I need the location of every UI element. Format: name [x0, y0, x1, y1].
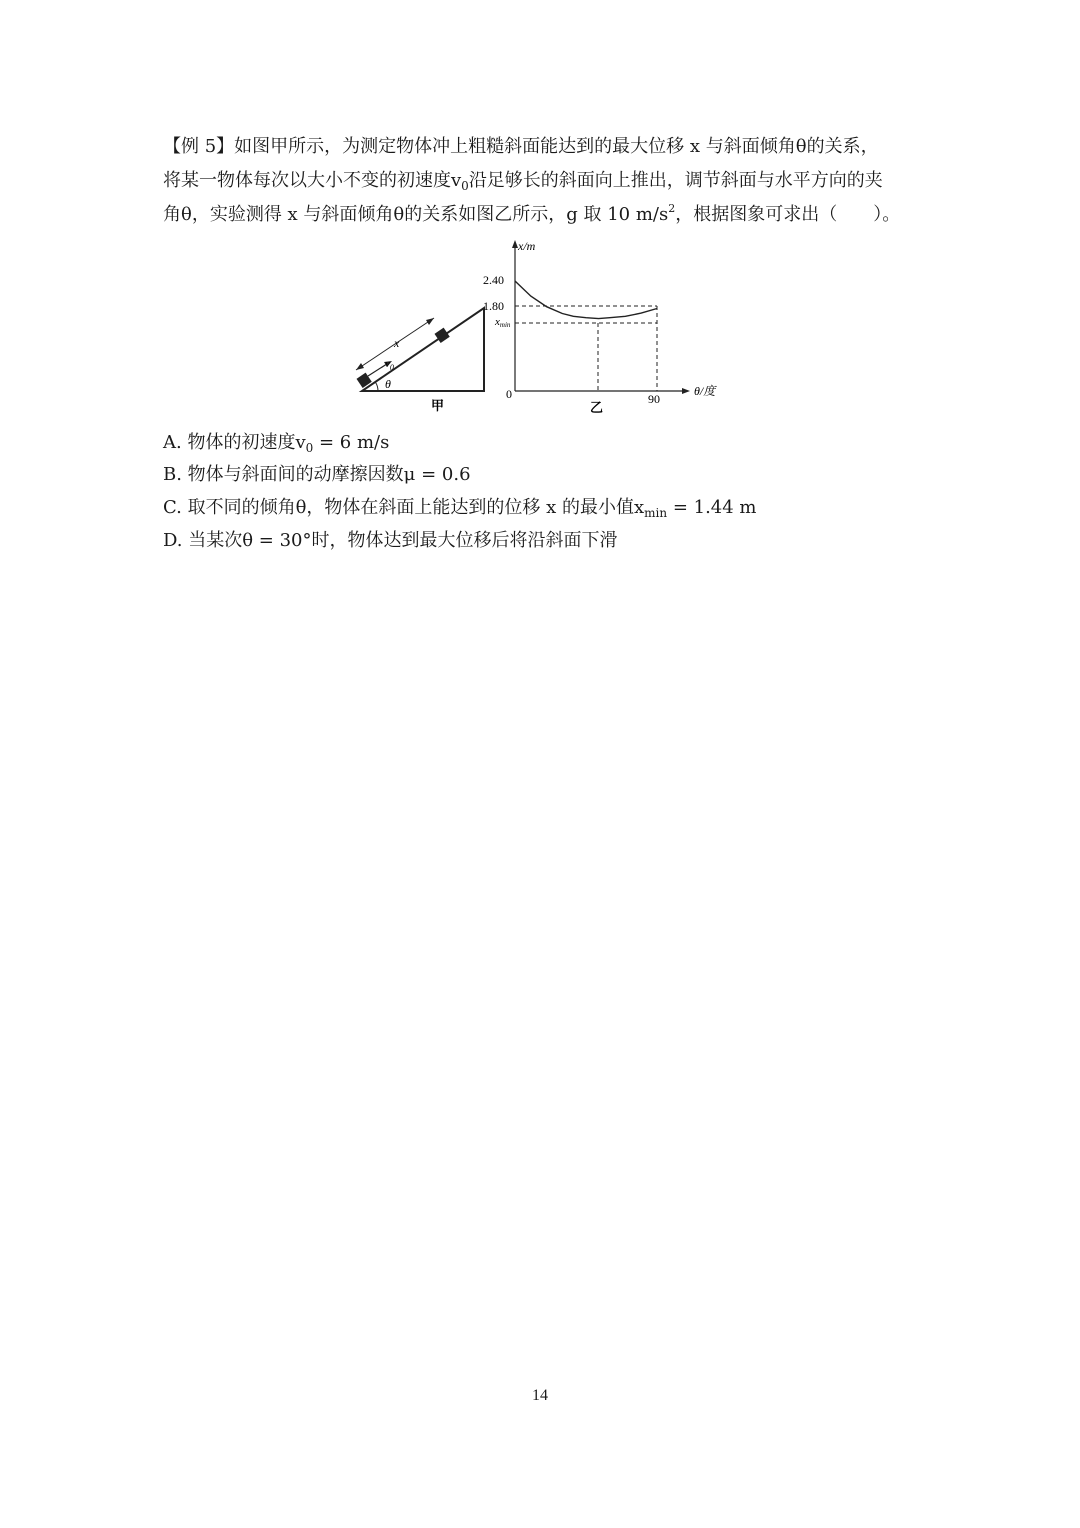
- question-line-2: [163, 164, 933, 198]
- option-a-post: = 6 m/s: [313, 432, 390, 453]
- page-number: 14: [532, 1387, 548, 1404]
- series-curve: [515, 281, 657, 319]
- question-line-1-text: 【例 5】如图甲所示，为测定物体冲上粗糙斜面能达到的最大位移 x 与斜面倾角θ的关系，: [163, 136, 879, 157]
- option-c-post: = 1.44 m: [667, 497, 757, 518]
- option-b[interactable]: [163, 459, 471, 491]
- option-d-text: D. 当某次θ = 30°时，物体达到最大位移后将沿斜面下滑: [163, 530, 618, 551]
- incline-v-label: $v_0$: [385, 358, 394, 372]
- x-arrow-tail: [356, 363, 364, 370]
- x-axis-label: θ/度: [694, 384, 716, 398]
- y-axis-label: x/m: [518, 239, 536, 253]
- graph: [483, 239, 717, 416]
- origin-label: 0: [506, 387, 512, 401]
- v0-subscript: 0: [461, 179, 469, 193]
- x-axis-arrow: [682, 388, 690, 394]
- question-line-2-post: 沿足够长的斜面向上推出，调节斜面与水平方向的夹: [468, 170, 883, 191]
- incline-angle-label: θ: [385, 377, 391, 391]
- option-a[interactable]: [163, 427, 389, 459]
- y-tick-xmin: xmin: [495, 316, 511, 329]
- angle-arc: [375, 382, 378, 391]
- s2-superscript: 2: [668, 202, 676, 215]
- option-a-sub: 0: [305, 441, 314, 455]
- option-d[interactable]: [163, 525, 618, 557]
- incline-x-label: x: [394, 336, 400, 350]
- option-b-text: B. 物体与斜面间的动摩擦因数μ = 0.6: [163, 464, 471, 485]
- right-caption: 乙: [590, 401, 604, 416]
- x-arrow-head: [426, 318, 434, 325]
- y-tick-240: 2.40: [483, 273, 504, 287]
- figure-svg: [350, 236, 740, 421]
- question-line-3: [163, 198, 933, 232]
- option-a-pre: A. 物体的初速度v: [163, 432, 306, 453]
- question-line-2-pre: 将某一物体每次以大小不变的初速度v: [163, 170, 462, 191]
- left-caption: 甲: [431, 399, 445, 414]
- question-line-1: [163, 130, 933, 164]
- question-stem: [163, 130, 933, 232]
- question-line-3-post: ，根据图象可求出（ ）。: [675, 204, 901, 225]
- option-c-pre: C. 取不同的倾角θ，物体在斜面上能达到的位移 x 的最小值x: [163, 497, 645, 518]
- figure: [350, 236, 740, 421]
- incline-diagram: [356, 308, 484, 414]
- option-c[interactable]: [163, 492, 757, 524]
- option-c-sub: min: [644, 506, 668, 520]
- x-tick-90: 90: [648, 392, 660, 406]
- y-tick-180: 1.80: [483, 299, 504, 313]
- question-line-3-pre: 角θ，实验测得 x 与斜面倾角θ的关系如图乙所示，g 取 10 m/s: [163, 204, 669, 225]
- incline-triangle: [362, 308, 484, 391]
